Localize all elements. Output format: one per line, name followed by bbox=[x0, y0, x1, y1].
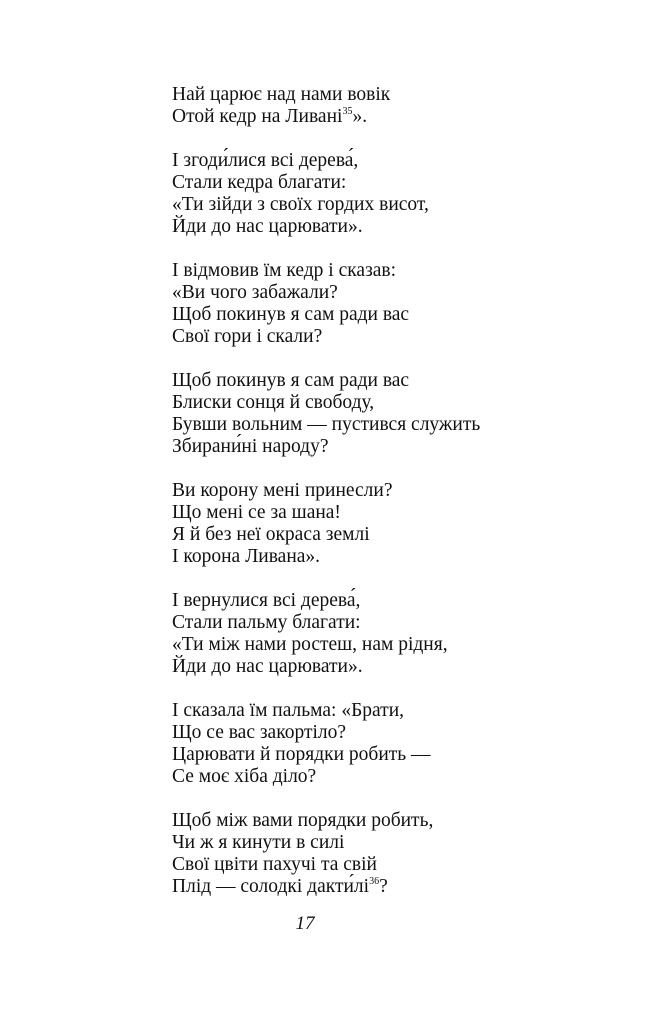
stanza bbox=[172, 150, 612, 238]
line-text: Йди до нас царювати». bbox=[172, 216, 363, 237]
poem-line bbox=[172, 304, 612, 326]
line-text: І сказала їм пальма: «Брати, bbox=[172, 700, 405, 721]
line-text: Ви корону мені принесли? bbox=[172, 480, 393, 501]
line-text: Щоб покинув я сам ради вас bbox=[172, 370, 410, 391]
poem-line bbox=[172, 810, 612, 832]
poem-line bbox=[172, 480, 612, 502]
line-text: Збирани́ні народу? bbox=[172, 436, 329, 457]
poem-line bbox=[172, 524, 612, 546]
stanza bbox=[172, 810, 612, 898]
poem-line bbox=[172, 634, 612, 656]
poem-line bbox=[172, 172, 612, 194]
poem-line bbox=[172, 216, 612, 238]
line-text: І корона Ливана». bbox=[172, 546, 321, 567]
poem-body bbox=[172, 84, 612, 920]
poem-line bbox=[172, 612, 612, 634]
poem-line bbox=[172, 546, 612, 568]
line-text: Йди до нас царювати». bbox=[172, 656, 363, 677]
poem-line bbox=[172, 744, 612, 766]
poem-line bbox=[172, 326, 612, 348]
line-text: «Ви чого забажали? bbox=[172, 282, 338, 303]
line-text: Що се вас закортіло? bbox=[172, 722, 347, 743]
poem-line bbox=[172, 106, 612, 128]
line-text: Стали пальму благати: bbox=[172, 612, 361, 633]
line-text: Свої гори і скали? bbox=[172, 326, 323, 347]
line-text: Я й без неї окраса землі bbox=[172, 524, 370, 545]
line-text: Блиски сонця й свободу, bbox=[172, 392, 375, 413]
poem-line bbox=[172, 150, 612, 172]
page-number: 17 bbox=[295, 913, 315, 934]
poem-line bbox=[172, 436, 612, 458]
footnote-marker: 35 bbox=[342, 106, 353, 117]
line-text: Царювати й порядки робить — bbox=[172, 744, 431, 765]
line-text: Бувши вольним — пустився служить bbox=[172, 414, 481, 435]
poem-line bbox=[172, 722, 612, 744]
stanza bbox=[172, 260, 612, 348]
footnote-marker: 36 bbox=[369, 876, 380, 887]
poem-line bbox=[172, 370, 612, 392]
poem-line bbox=[172, 832, 612, 854]
line-ending: ». bbox=[352, 106, 368, 127]
line-text: І відмовив їм кедр і сказав: bbox=[172, 260, 397, 281]
poem-line bbox=[172, 260, 612, 282]
stanza bbox=[172, 84, 612, 128]
line-ending: ? bbox=[379, 876, 388, 897]
line-text: Свої цвіти пахучі та свій bbox=[172, 854, 377, 875]
line-text: Стали кедра благати: bbox=[172, 172, 347, 193]
poem-line bbox=[172, 502, 612, 524]
stanza bbox=[172, 370, 612, 458]
poem-line bbox=[172, 766, 612, 788]
poem-line bbox=[172, 392, 612, 414]
line-text: І вернулися всі дерева́, bbox=[172, 590, 361, 611]
line-text: Щоб покинув я сам ради вас bbox=[172, 304, 410, 325]
poem-line bbox=[172, 414, 612, 436]
poem-line bbox=[172, 876, 612, 898]
line-text: «Ти між нами ростеш, нам рідня, bbox=[172, 634, 448, 655]
line-text: І згоди́лися всі дерева́, bbox=[172, 150, 359, 171]
poem-line bbox=[172, 84, 612, 106]
stanza bbox=[172, 480, 612, 568]
poem-line bbox=[172, 194, 612, 216]
line-text: Се моє хіба діло? bbox=[172, 766, 317, 787]
stanza bbox=[172, 700, 612, 788]
line-text: Щоб між вами порядки робить, bbox=[172, 810, 434, 831]
line-text: Най царює над нами вовік bbox=[172, 84, 391, 105]
line-text: Що мені се за шана! bbox=[172, 502, 341, 523]
stanza bbox=[172, 590, 612, 678]
line-text: Чи ж я кинути в силі bbox=[172, 832, 345, 853]
poem-line bbox=[172, 590, 612, 612]
line-text: Отой кедр на Ливані bbox=[172, 106, 343, 127]
poem-line bbox=[172, 656, 612, 678]
poem-line bbox=[172, 854, 612, 876]
poem-line bbox=[172, 282, 612, 304]
poem-line bbox=[172, 700, 612, 722]
line-text: «Ти зійди з своїх гордих висот, bbox=[172, 194, 429, 215]
line-text: Плід — солодкі дакти́лі bbox=[172, 876, 370, 897]
